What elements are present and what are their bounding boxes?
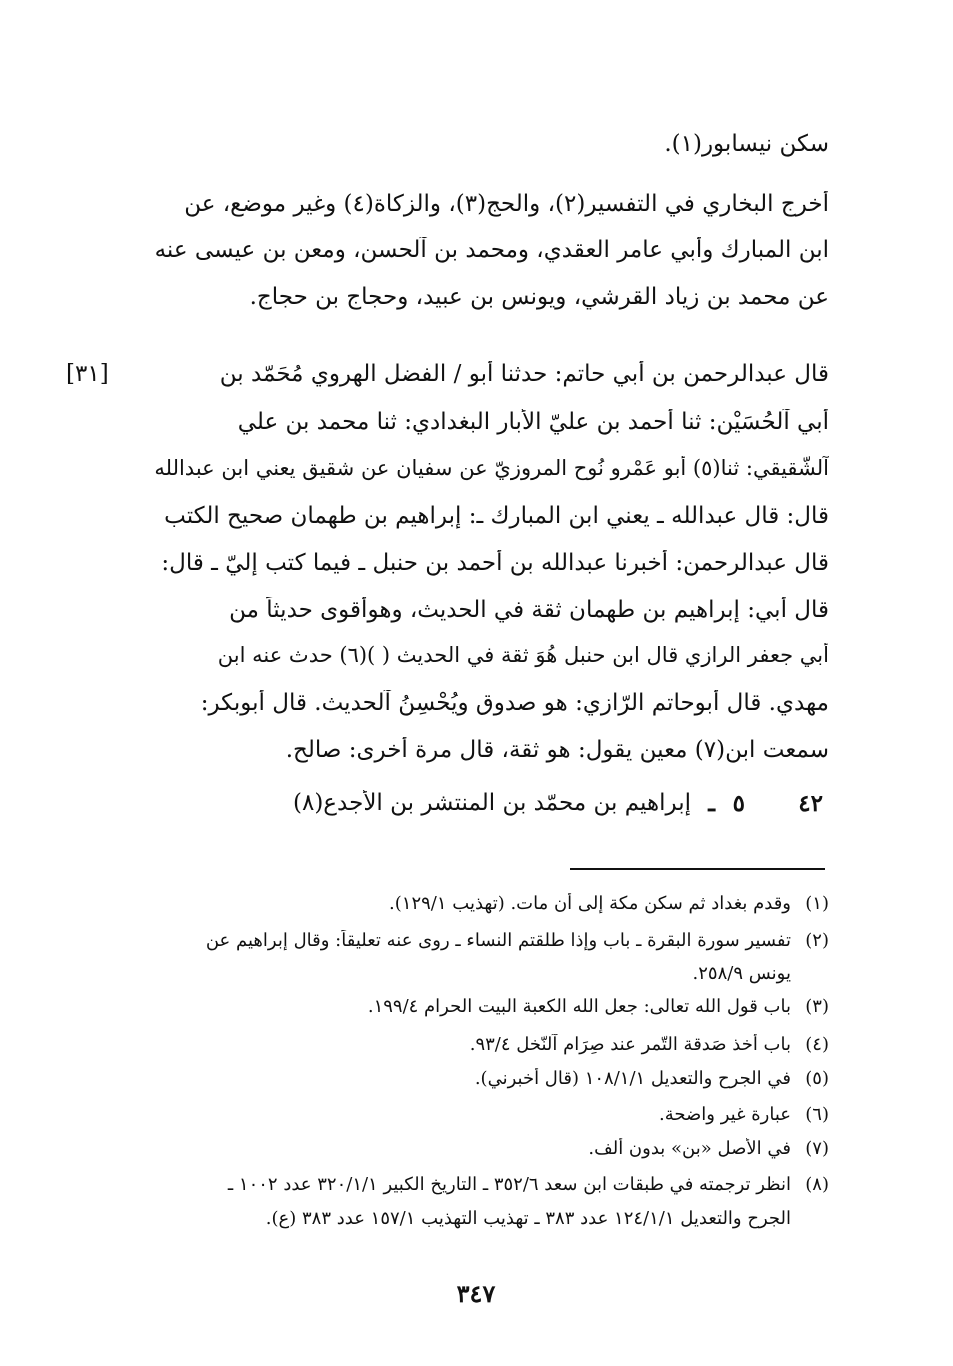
entry-line-1: قال عبدالرحمن بن أبي حاتم: حدثنا أبو / الفضل الهروي مُحَمّد بن [219, 361, 829, 387]
footnote-number-6: (٦) [805, 1104, 829, 1125]
footnote-number-3: (٣) [805, 996, 829, 1017]
body-line-1: سكن نيسابور(١). [664, 131, 829, 157]
entry-line-2: أبي آلحُسَيْن: ثنا أحمد بن عليّ الأبار البغدادي: ثنا محمد بن علي [237, 409, 829, 435]
footnote-2-line-2: يونس ٢٥٨/٩. [692, 963, 791, 984]
footnote-number-1: (١) [805, 893, 829, 914]
footnote-7-line-1: في الأصل «بن» بدون ألف. [588, 1138, 791, 1159]
entry-line-8: مهدي. قال أبوحاتم الرّازي: هو صدوق ويُحْسِنُ آلحديث. قال أبوبكر: [200, 690, 829, 716]
heading-dash: ـ [708, 790, 715, 817]
footnote-number-4: (٤) [805, 1034, 829, 1055]
footnote-6-line-1: عبارة غير واضحة. [659, 1104, 791, 1125]
body-line-4: عن محمد بن زياد القرشي، ويونس بن عبيد، وحجاج بن حجاج. [249, 284, 829, 310]
footnote-4-line-1: باب أخذ صَدقة التّمر عند صِرَام آلنّخل ٩٣/٤. [469, 1034, 791, 1055]
body-line-3: ابن المبارك وأبي عامر العقدي، ومحمد بن آلحسن، ومعن بن عيسى عنه [154, 237, 829, 263]
footnote-5-line-1: في الجرح والتعديل ١٠٨/١/١ (قال أخبرني). [474, 1068, 791, 1089]
entry-line-6: قال أبي: إبراهيم بن طهمان ثقة في الحديث، وهوأقوى حديثاً من [229, 597, 829, 623]
footnote-separator [570, 868, 825, 870]
footnote-number-8: (٨) [805, 1174, 829, 1195]
footnote-number-5: (٥) [805, 1068, 829, 1089]
entry-line-9: سمعت ابن(٧) معين يقول: هو ثقة، قال مرة أخرى: صالح. [285, 737, 829, 763]
entry-line-5: قال عبدالرحمن: أخبرنا عبدالله بن أحمد بن حنبل ـ فيما كتب إليّ ـ قال: [161, 550, 829, 576]
body-line-2: أخرج البخاري في التفسير(٢)، والحج(٣)، والزكاة(٤) وغير موضع، عن [184, 191, 829, 217]
heading-index: ٥ [732, 790, 745, 817]
footnote-8-line-1: انظر ترجمته في طبقات ابن سعد ٣٥٢/٦ ـ التاريخ الكبير ٣٢٠/١/١ عدد ١٠٠٢ ـ [227, 1174, 791, 1195]
page-number: ٣٤٧ [456, 1279, 496, 1308]
footnote-3-line-1: باب قول الله تعالى: جعل الله الكعبة البيت الحرام ١٩٩/٤. [367, 996, 791, 1017]
heading-title: إبراهيم بن محمّد بن المنتشر بن الأجدع(٨) [292, 790, 691, 816]
footnote-number-7: (٧) [805, 1138, 829, 1159]
entry-line-4: قال: قال عبدالله ـ يعني ابن المبارك ـ: إبراهيم بن طهمان صحيح الكتب [164, 503, 829, 529]
entry-line-7: أبي جعفر الرازي قال ابن حنبل هُوَ ثقة في الحديث ( )(٦) حدث عنه ابن [217, 643, 829, 667]
footnote-8-line-2: الجرح والتعديل ١٢٤/١/١ عدد ٣٨٣ ـ تهذيب التهذيب ١٥٧/١ عدد ٣٨٣ (ع). [265, 1208, 791, 1229]
entry-marker: [٣١] [66, 361, 109, 387]
footnote-number-2: (٢) [805, 930, 829, 951]
heading-number: ٤٢ [798, 790, 823, 817]
entry-line-3: آلشّقيقي: ثنا(٥) أبو عَمْرو نُوح المروزيّ عن سفيان عن شقيق يعني ابن عبدالله [154, 456, 829, 480]
footnote-2-line-1: تفسير سورة البقرة ـ باب وإذا طلقتم النساء ـ روى عنه تعليقاً: وقال إبراهيم عن [205, 930, 791, 951]
footnote-1-line-1: وقدم بغداد ثم سكن مكة إلى أن مات. (تهذيب ١٢٩/١). [389, 893, 791, 914]
